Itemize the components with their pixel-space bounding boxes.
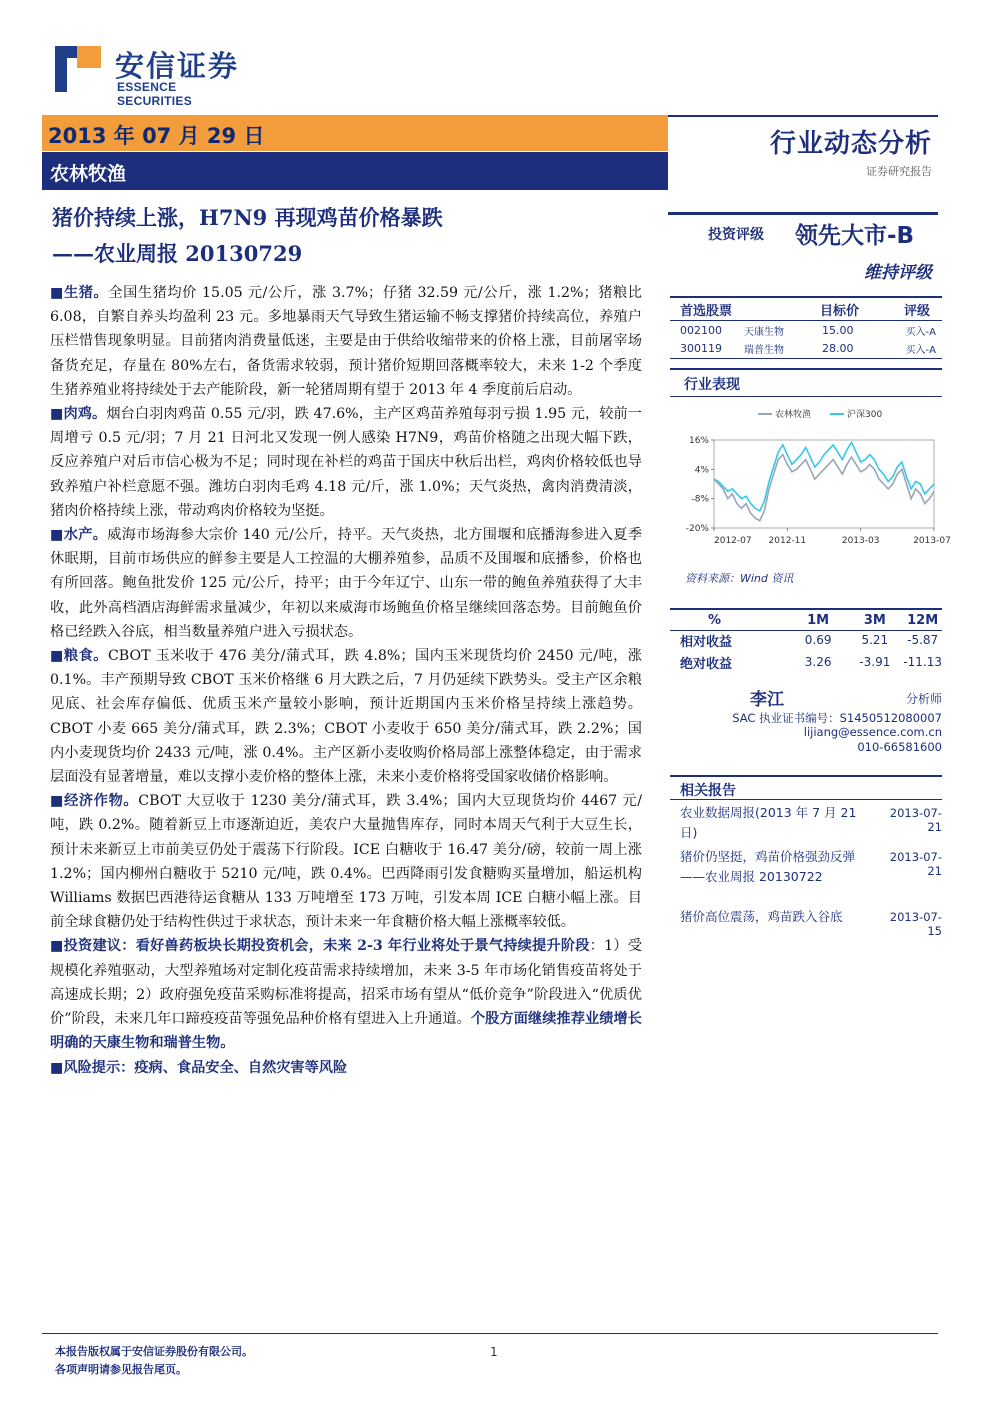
legend-label: 沪深300 [847,410,883,420]
report-subtitle: ——农业周报 20130729 [52,241,303,266]
related-report-link[interactable]: 农业数据周报(2013 年 7 月 21 日) [680,805,857,840]
related-title: 相关报告 [680,783,736,799]
para-aquatic: ■水产。威海市场海参大宗价 140 元/公斤，持平。天气炎热，北方围堰和底播海参进入夏季休眠期，目前市场供应的鲜参主要是人工控温的大棚养殖参，品质不及围堰和底播参，价格也有所回落。鲍鱼批发价 125 元/公斤，持平；由于今年辽宁、山东一带的鲍鱼养殖获得了大丰收，此外高档酒店海鲜需求量减少，年初以来威海市场鲍鱼价格呈继续回落态势。目前鲍鱼价格已经跌入谷底，相当数量养殖户进入亏损状态。 [50,527,642,640]
x-tick-label: 2012-07 [714,536,752,546]
picks-table [680,300,936,319]
rating-value: 领先大市-B [795,223,915,249]
table-row: 绝对收益 3.26 -3.91 -11.13 [680,655,942,672]
legend-label: 农林牧渔 [775,410,812,420]
logo-text-en: ESSENCE SECURITIES [117,80,193,108]
para-investment: ■投资建议：看好兽药板块长期投资机会，未来 2-3 年行业将处于景气持续提升阶段：1）受规模化养殖驱动，大型养殖场对定制化疫苗需求持续增加，未来 3-5 年市场化销售疫苗将处于高速成长期；2）政府强免疫苗采购标准将提高，招采市场有望从“低价竞争”阶段进入“优质优价”阶段，未来几年口蹄疫疫苗等强免品种价格有望进入上升通道。个股方面继续推荐业绩增长明确的天康生物和瑞普生物。 [50,938,643,1052]
table-row: 300119 瑞普生物 28.00 买入-A [680,341,936,356]
series-line-0 [714,455,934,521]
footer-copyright: 本报告版权属于安信证券股份有限公司。 [55,1345,253,1358]
report-date: 2013 年 07 月 29 日 [48,124,265,148]
para-hogs: ■生猪。全国生猪均价 15.05 元/公斤，涨 3.7%；仔猪 32.59 元/公斤，涨 1.2%；猪粮比 6.08，自繁自养头均盈利 23 元。多地暴雨天气导致生猪运输不畅支撑猪价持续高位，养殖户压栏惜售现象明显。目前猪肉消费量低迷，主要是由于供给收缩带来的价格上涨，目前屠宰场备货充足，存量在 80%左右，备货需求较弱，预计猪价短期回落概率较大，未来 1-2 个季度生猪养殖业将持续处于去产能阶段，新一轮猪周期有望于 2013 年 4 季度前后启动。 [50,285,642,398]
y-tick-label: 4% [694,465,709,476]
rating-note: 维持评级 [864,263,932,283]
plot-frame [714,440,934,528]
rating-rule [668,212,938,215]
bullet-icon: ■ [50,406,64,423]
related-report-date: 2013-07-15 [889,910,942,938]
analyst-phone: 010-66581600 [857,740,942,754]
related-rule [670,775,942,777]
bullet-icon: ■ [50,285,64,301]
sector-label: 农林牧渔 [50,163,127,185]
bullet-icon: ■ [50,938,64,955]
page-number: 1 [490,1345,498,1359]
analyst-cert: SAC 执业证书编号：S1450512080007 [732,711,942,725]
logo-mark-icon [55,46,101,92]
related-report-link[interactable]: 猪价仍坚挺，鸡苗价格强劲反弹——农业周报 20130722 [680,849,856,884]
footer-rule [42,1333,938,1334]
report-body [50,281,642,1080]
perf-title: 行业表现 [684,377,740,393]
analyst-email[interactable]: lijiang@essence.com.cn [803,725,942,739]
picks-bottom-rule [670,358,942,359]
perf-header: % 1M 3M 12M [708,612,939,628]
para-broiler: ■肉鸡。烟台白羽肉鸡苗 0.55 元/羽，跌 47.6%，主产区鸡苗养殖每羽亏损 1.95 元，较前一周增亏 0.5 元/羽；7 月 21 日河北又发现一例人感染 H7N9，鸡苗价格随之出现大幅下跌，反应养殖户对后市信心极为不足；同时现在补栏的鸡苗于国庆中秋后出栏，鸡肉价格较低也导致养殖户补栏意愿不强。潍坊白羽肉毛鸡 4.18 元/斤，涨 1.0%；天气炎热，禽肉消费清淡，猪肉价格持续上涨，带动鸡肉价格较为坚挺。 [50,406,642,519]
table-row: 相对收益 0.69 5.21 -5.87 [680,633,939,650]
perf-table-sep [670,630,942,631]
bullet-icon: ■ [50,648,64,665]
y-tick-label: 16% [688,436,709,446]
y-tick-label: -8% [691,494,709,505]
report-title: 猪价持续上涨，H7N9 再现鸡苗价格暴跌 [52,205,443,230]
perf-table [680,611,942,673]
chart-source: 资料来源：Wind 资讯 [685,572,794,585]
y-tick-label: -20% [685,524,709,534]
report-type: 行业动态分析 [769,129,932,159]
chart-lines [714,442,934,520]
header-rule [668,115,938,117]
chart-axes [686,436,951,546]
perf-rule [670,368,942,370]
report-subtype: 证券研究报告 [866,165,932,178]
series-line-1 [714,442,934,511]
perf-sep [670,396,942,397]
related-report-date: 2013-07-21 [889,850,942,878]
para-risk: ■风险提示：疫病、食品安全、自然灾害等风险 [50,1059,348,1076]
logo-text-cn: 安信证券 [115,49,240,83]
x-tick-label: 2013-07 [913,536,951,546]
picks-rows [680,321,936,357]
bullet-icon: ■ [50,1059,64,1076]
performance-chart [676,400,951,560]
analyst-role: 分析师 [905,692,942,706]
sector-bar [42,152,668,190]
x-tick-label: 2012-11 [768,536,807,546]
table-row: 002100 天康生物 15.00 买入-A [680,323,936,338]
related-report-link[interactable]: 猪价高位震荡，鸡苗跌入谷底 [680,909,843,924]
x-tick-label: 2013-03 [841,536,880,546]
para-grain: ■粮食。CBOT 玉米收于 476 美分/蒲式耳，跌 4.8%；国内玉米现货均价 2450 元/吨，涨 0.1%。丰产预期导致 CBOT 玉米价格继 6 月大跌之后，7 月仍延续下跌势头。受主产区余粮见底、社会库存偏低、优质玉米产量较小影响，预计近期国内玉米价格呈持续上涨趋势。CBOT 小麦 665 美分/蒲式耳，跌 2.3%；CBOT 小麦收于 650 美分/蒲式耳，跌 2.2%；国内小麦现货均价 2433 元/吨，涨 0.4%。主产区新小麦收购价格局部上涨整体稳定，由于需求层面没有显著增量，难以支撑小麦价格的整体上涨，未来小麦价格将受国家收储价格影响。 [50,648,642,786]
rating-label: 投资评级 [708,227,764,243]
picks-rule [670,296,942,298]
related-sep [670,799,942,800]
bullet-icon: ■ [50,527,64,544]
para-cash-crops: ■经济作物。CBOT 大豆收于 1230 美分/蒲式耳，跌 3.4%；国内大豆现货均价 4467 元/吨，跌 0.2%。随着新豆上市逐渐迫近，美农户大量抛售库存，同时本周天气利于大豆生长，预计未来新豆上市前美豆仍处于震荡下行阶段。ICE 白糖收于 16.47 美分/磅，较前一周上涨 1.2%；国内柳州白糖收于 5210 元/吨，跌 0.4%。巴西降雨引发食糖购买量增加，船运机构 Williams 数据巴西港待运食糖从 133 万吨增至 173 万吨，引发本周 ICE 白糖小幅上涨。目前全球食糖仍处于结构性供过于求状态，预计未来一年食糖价格大幅上涨概率较低。 [50,793,642,931]
related-report-date: 2013-07-21 [889,806,942,834]
chart-legend [758,408,882,420]
picks-header: 首选股票 目标价 评级 [680,304,930,319]
analyst-name: 李江 [750,690,784,710]
bullet-icon: ■ [50,793,65,810]
footer-disclaimer: 各项声明请参见报告尾页。 [55,1363,187,1376]
perf-table-rule [670,608,942,610]
company-logo [55,40,255,108]
